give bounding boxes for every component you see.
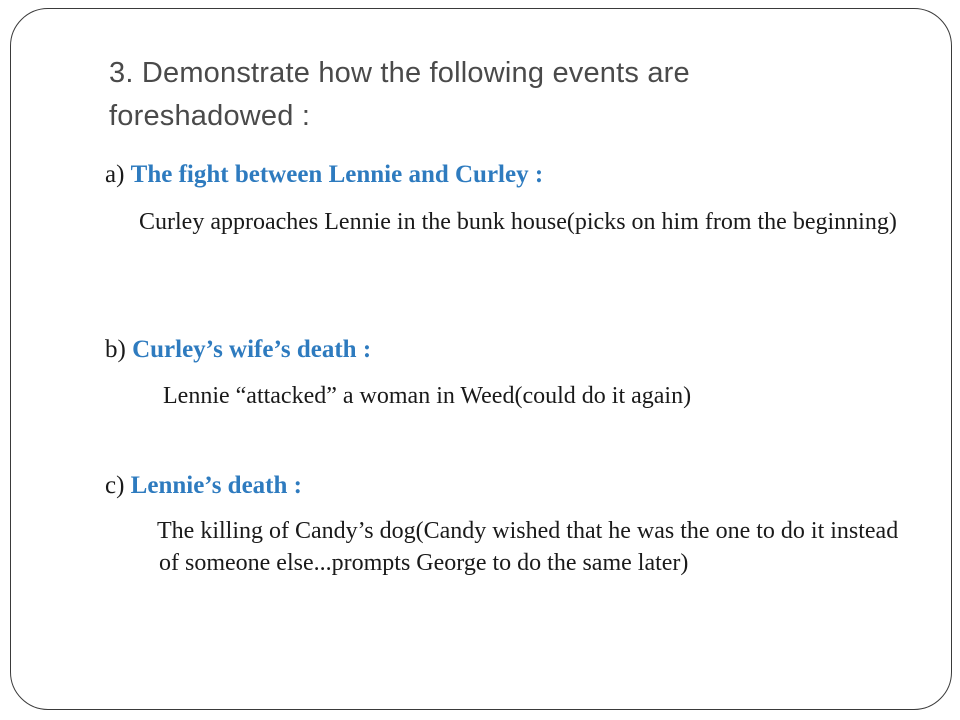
item-a-letter: a) [105,161,125,188]
item-b-heading [105,334,371,366]
item-a-topic: The fight between Lennie and Curley : [130,161,544,188]
item-b-topic: Curley’s wife’s death : [132,336,372,363]
item-a-text: Curley approaches Lennie in the bunk house(picks on him from the beginning) [139,209,897,235]
item-b-letter: b) [105,336,126,363]
item-a-heading [105,159,543,191]
item-b-text: Lennie “attacked” a woman in Weed(could do it again) [163,383,692,409]
item-c-topic: Lennie’s death : [130,472,302,499]
item-c-text: The killing of Candy’s dog(Candy wished that he was the one to do it instead of someone else...prompts George to do the same later) [157,518,899,576]
item-c-heading [105,470,302,502]
slide-title: 3. Demonstrate how the following events are foreshadowed : [109,57,690,132]
item-c-letter: c) [105,472,125,499]
